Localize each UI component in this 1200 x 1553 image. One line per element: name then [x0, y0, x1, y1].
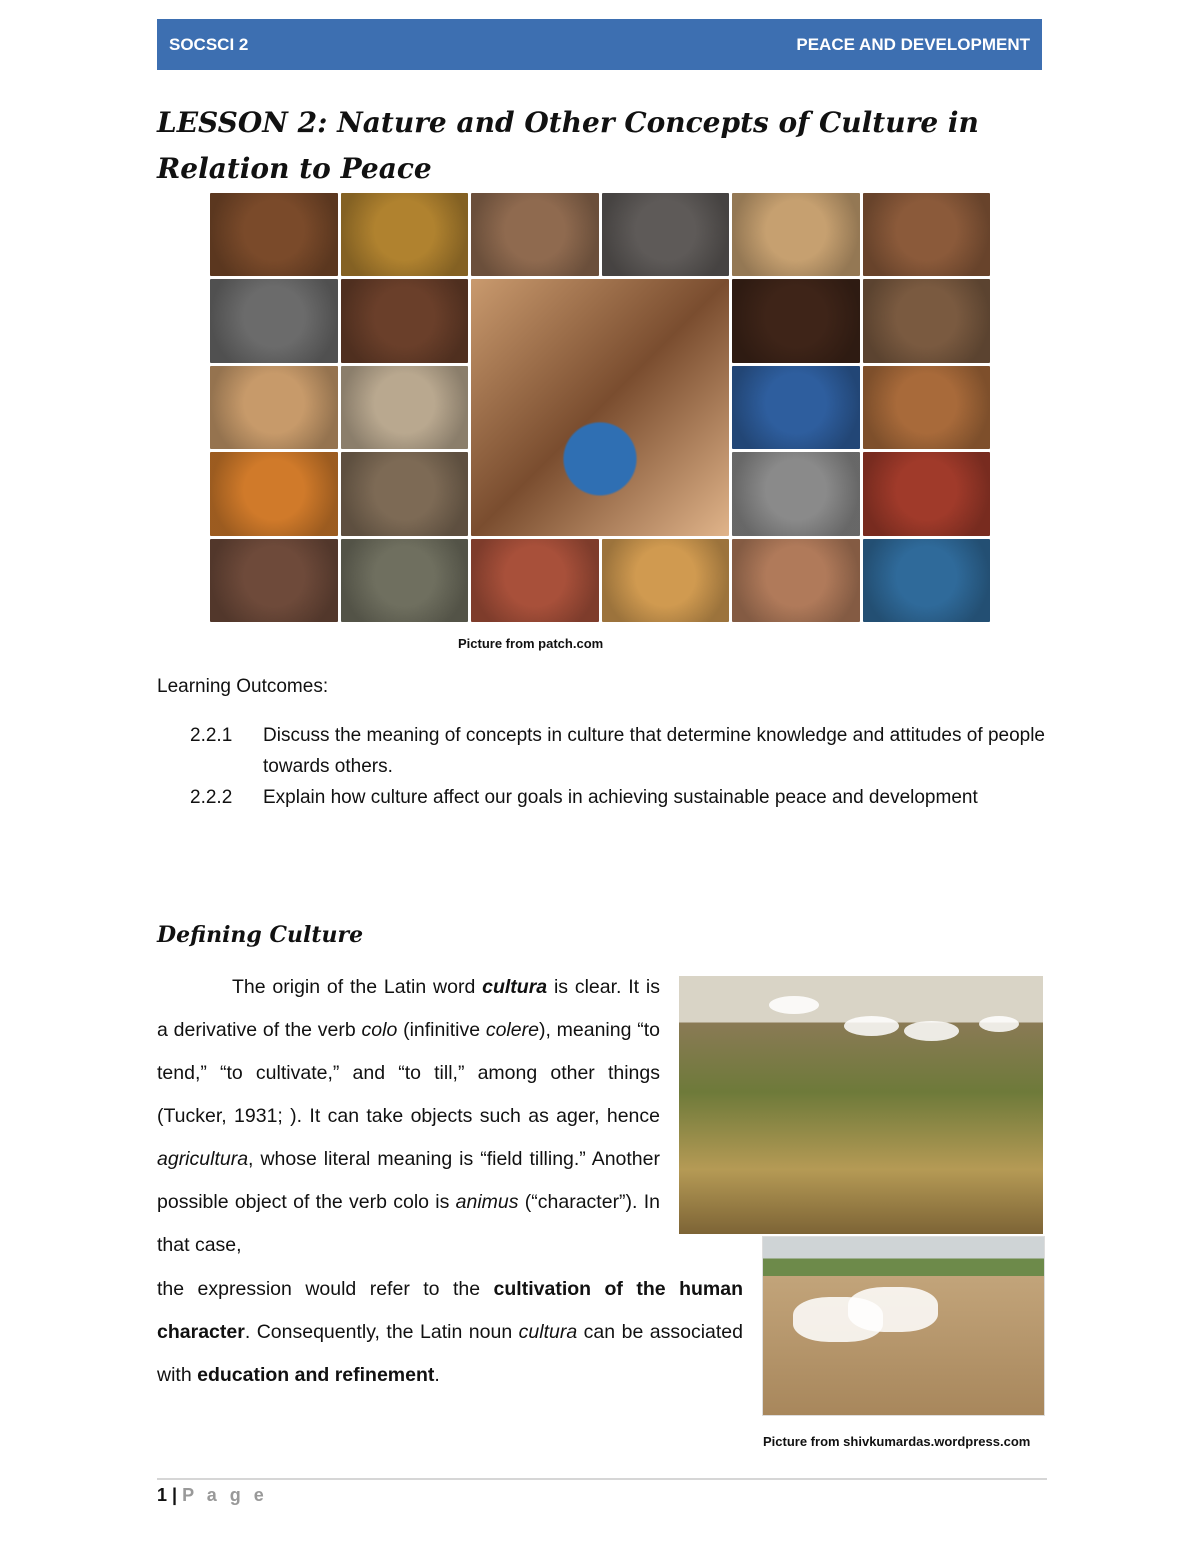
collage-face-tile: [341, 539, 469, 622]
page-label: P a g e: [182, 1485, 268, 1505]
collage-face-tile: [471, 539, 599, 622]
photo-caption: Picture from shivkumardas.wordpress.com: [763, 1434, 1031, 1449]
collage-face-tile: [732, 452, 860, 535]
collage-face-tile: [341, 366, 469, 449]
course-code: SOCSCI 2: [169, 35, 249, 54]
collage-caption: Picture from patch.com: [458, 636, 604, 651]
collage-face-tile: [341, 452, 469, 535]
page-header: [157, 19, 1046, 70]
collage-face-tile: [341, 279, 469, 362]
page-footer: 1 | P a g e: [157, 1485, 268, 1505]
footer-divider: [157, 1478, 1047, 1480]
oxen-plowing-photo: [762, 1236, 1045, 1416]
section-title: Defining Culture: [157, 922, 364, 948]
learning-outcomes-label: Learning Outcomes:: [157, 676, 329, 697]
collage-face-tile: [863, 366, 991, 449]
collage-face-tile: [341, 193, 469, 276]
collage-face-tile: [732, 279, 860, 362]
outcome-number: 2.2.1: [190, 725, 233, 746]
defining-culture-paragraph: The origin of the Latin word cultura is clear. It is a derivative of the verb colo (infinitive colere), meaning “to tend,” “to cultivate,” and “to till,” among other things (Tucker, 1931; ). It can take objects such as ager, hence agricultura, whose literal meaning is “field tilling.” Another possible object of the verb colo is animus (“character”). In that case,: [157, 976, 660, 1256]
collage-face-tile: [863, 539, 991, 622]
culture-faces-collage: [210, 193, 990, 625]
collage-face-tile: [863, 193, 991, 276]
collage-face-tile: [732, 366, 860, 449]
learning-outcome-item: [190, 782, 1045, 813]
collage-face-tile: [732, 539, 860, 622]
page-number: 1: [157, 1485, 168, 1505]
collage-face-tile: [602, 193, 730, 276]
collage-face-tile: [210, 452, 338, 535]
course-title: PEACE AND DEVELOPMENT: [796, 35, 1030, 54]
farmers-harvest-photo: [679, 976, 1043, 1234]
outcome-text: Discuss the meaning of concepts in culture that determine knowledge and attitudes of people towards others.: [263, 725, 1045, 777]
collage-face-tile: [863, 279, 991, 362]
defining-culture-paragraph-cont: the expression would refer to the cultivation of the human character. Consequently, the Latin noun cultura can be associated with education and refinement.: [157, 1278, 744, 1386]
outcome-text: Explain how culture affect our goals in achieving sustainable peace and development: [263, 787, 978, 808]
collage-face-tile: [210, 193, 338, 276]
collage-face-tile: [210, 539, 338, 622]
collage-face-tile: [732, 193, 860, 276]
collage-face-tile: [602, 539, 730, 622]
collage-face-tile: [210, 366, 338, 449]
outcome-number: 2.2.2: [190, 787, 233, 808]
learning-outcome-item: [190, 720, 1045, 782]
collage-face-tile: [863, 452, 991, 535]
collage-face-tile: [471, 193, 599, 276]
collage-center-group-photo: [471, 279, 729, 535]
collage-face-tile: [210, 279, 338, 362]
lesson-title: LESSON 2: Nature and Other Concepts of Culture in Relation to Peace: [157, 106, 979, 185]
